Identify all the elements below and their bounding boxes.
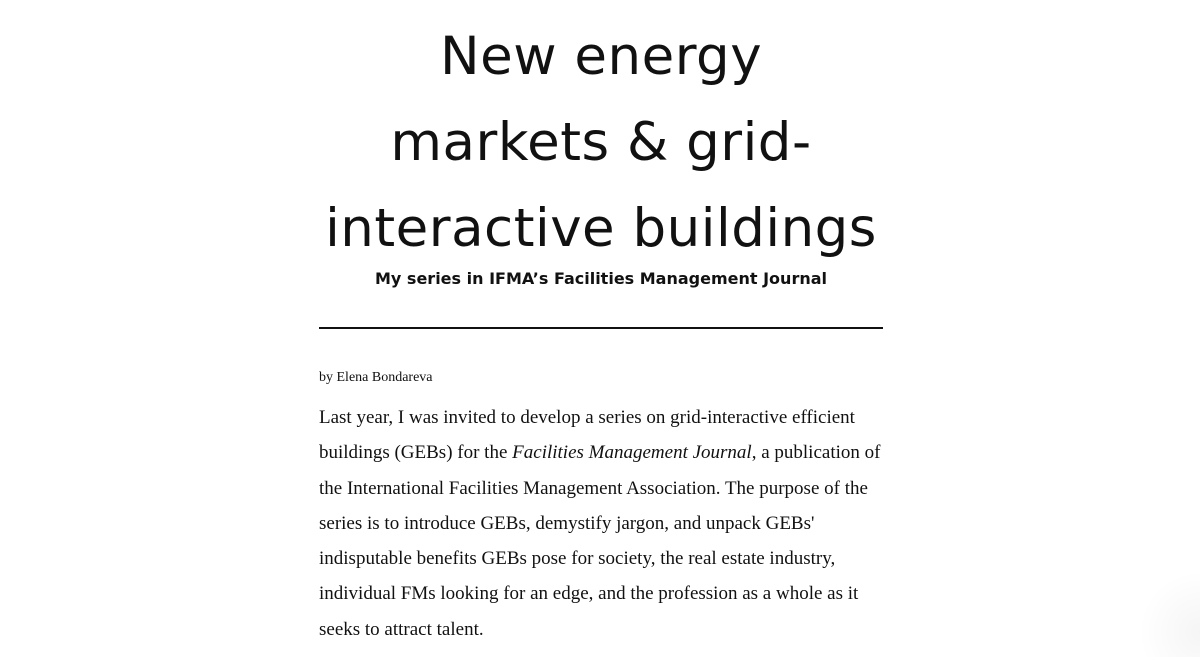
- title-line: interactive buildings: [325, 198, 877, 259]
- title-line: New energy: [439, 26, 763, 87]
- journal-name: Facilities Management Journal: [512, 442, 752, 464]
- article: [319, 0, 883, 647]
- title-divider: [319, 327, 883, 329]
- paragraph-text: , a publication of the International Facilities Management Association. The purpose of the series is to introduce GEBs, demystify jargon, and unpack GEBs' indisputable benefits GEBs pose for society, the real estate industry, individual FMs looking for an edge, and the profession as a whole as it seeks to attract talent.: [319, 442, 881, 640]
- title-line: markets & grid-: [390, 112, 812, 173]
- article-subtitle: My series in IFMA’s Facilities Management Journal: [375, 269, 827, 288]
- body-paragraph: [319, 400, 883, 647]
- byline: by Elena Bondareva: [319, 370, 433, 385]
- paragraph-text: Last year, I was invited to develop a series on grid-interactive efficient buildings (GEBs) for the: [319, 407, 855, 464]
- scroll-shadow: [1130, 557, 1200, 657]
- article-title: [319, 0, 883, 272]
